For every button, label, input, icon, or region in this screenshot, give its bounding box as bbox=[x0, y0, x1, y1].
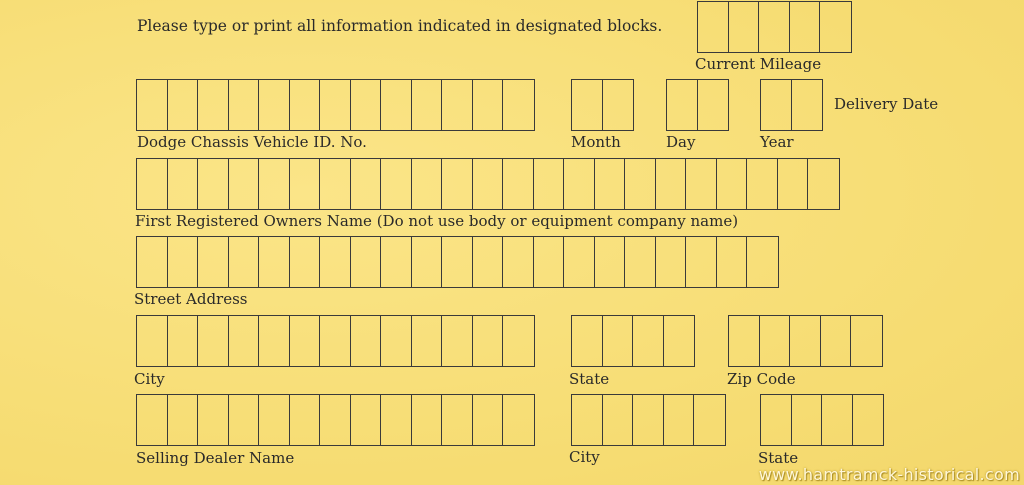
character-cell[interactable] bbox=[442, 159, 473, 209]
character-cell[interactable] bbox=[792, 395, 823, 445]
character-cell[interactable] bbox=[851, 316, 882, 366]
character-cell[interactable] bbox=[229, 159, 260, 209]
street-address-label: Street Address bbox=[134, 290, 248, 308]
character-cell[interactable] bbox=[259, 237, 290, 287]
character-cell[interactable] bbox=[503, 237, 534, 287]
character-cell[interactable] bbox=[572, 395, 603, 445]
character-cell[interactable] bbox=[412, 316, 443, 366]
character-cell[interactable] bbox=[198, 395, 229, 445]
character-cell[interactable] bbox=[534, 237, 565, 287]
character-cell[interactable] bbox=[351, 159, 382, 209]
character-cell[interactable] bbox=[698, 2, 729, 52]
character-cell[interactable] bbox=[473, 395, 504, 445]
character-cell[interactable] bbox=[229, 316, 260, 366]
character-cell[interactable] bbox=[412, 237, 443, 287]
character-cell[interactable] bbox=[473, 159, 504, 209]
character-cell[interactable] bbox=[656, 237, 687, 287]
vin-label: Dodge Chassis Vehicle ID. No. bbox=[137, 133, 367, 151]
character-cell[interactable] bbox=[412, 80, 443, 130]
character-cell[interactable] bbox=[534, 159, 565, 209]
character-cell[interactable] bbox=[503, 316, 534, 366]
character-cell[interactable] bbox=[320, 159, 351, 209]
day-label: Day bbox=[666, 133, 696, 151]
character-cell[interactable] bbox=[168, 395, 199, 445]
character-cell[interactable] bbox=[351, 80, 382, 130]
character-cell[interactable] bbox=[761, 80, 792, 130]
character-cell[interactable] bbox=[572, 80, 603, 130]
character-cell[interactable] bbox=[595, 159, 626, 209]
character-cell[interactable] bbox=[351, 316, 382, 366]
character-cell[interactable] bbox=[168, 80, 199, 130]
character-cell[interactable] bbox=[503, 159, 534, 209]
character-cell[interactable] bbox=[853, 395, 884, 445]
character-cell[interactable] bbox=[259, 80, 290, 130]
character-cell[interactable] bbox=[137, 159, 168, 209]
zip-code-boxes[interactable] bbox=[728, 315, 883, 367]
year-boxes[interactable] bbox=[760, 79, 823, 131]
month-label: Month bbox=[571, 133, 621, 151]
character-cell[interactable] bbox=[633, 316, 664, 366]
character-cell[interactable] bbox=[168, 316, 199, 366]
character-cell[interactable] bbox=[759, 2, 790, 52]
character-cell[interactable] bbox=[603, 80, 634, 130]
character-cell[interactable] bbox=[564, 159, 595, 209]
vin-boxes[interactable] bbox=[136, 79, 535, 131]
character-cell[interactable] bbox=[717, 159, 748, 209]
character-cell[interactable] bbox=[778, 159, 809, 209]
character-cell[interactable] bbox=[442, 80, 473, 130]
character-cell[interactable] bbox=[168, 159, 199, 209]
character-cell[interactable] bbox=[603, 395, 634, 445]
dealer-state-label: State bbox=[758, 449, 799, 467]
character-cell[interactable] bbox=[229, 237, 260, 287]
character-cell[interactable] bbox=[168, 237, 199, 287]
character-cell[interactable] bbox=[351, 395, 382, 445]
character-cell[interactable] bbox=[229, 395, 260, 445]
instructions-text: Please type or print all information indicated in designated blocks. bbox=[137, 17, 663, 35]
character-cell[interactable] bbox=[664, 316, 695, 366]
character-cell[interactable] bbox=[381, 395, 412, 445]
character-cell[interactable] bbox=[729, 2, 760, 52]
character-cell[interactable] bbox=[633, 395, 664, 445]
character-cell[interactable] bbox=[198, 159, 229, 209]
owner-name-label: First Registered Owners Name (Do not use body or equipment company name) bbox=[135, 212, 739, 230]
character-cell[interactable] bbox=[320, 395, 351, 445]
dealer-state-boxes[interactable] bbox=[760, 394, 884, 446]
dealer-name-boxes[interactable] bbox=[136, 394, 535, 446]
character-cell[interactable] bbox=[351, 237, 382, 287]
year-label: Year bbox=[760, 133, 794, 151]
state-label: State bbox=[569, 370, 610, 388]
character-cell[interactable] bbox=[822, 395, 853, 445]
character-cell[interactable] bbox=[625, 237, 656, 287]
character-cell[interactable] bbox=[290, 395, 321, 445]
character-cell[interactable] bbox=[603, 316, 634, 366]
character-cell[interactable] bbox=[667, 80, 698, 130]
character-cell[interactable] bbox=[198, 316, 229, 366]
character-cell[interactable] bbox=[820, 2, 851, 52]
character-cell[interactable] bbox=[412, 159, 443, 209]
character-cell[interactable] bbox=[473, 316, 504, 366]
character-cell[interactable] bbox=[442, 316, 473, 366]
character-cell[interactable] bbox=[747, 159, 778, 209]
character-cell[interactable] bbox=[259, 395, 290, 445]
state-boxes[interactable] bbox=[571, 315, 695, 367]
character-cell[interactable] bbox=[686, 159, 717, 209]
character-cell[interactable] bbox=[198, 237, 229, 287]
character-cell[interactable] bbox=[137, 316, 168, 366]
character-cell[interactable] bbox=[572, 316, 603, 366]
character-cell[interactable] bbox=[442, 237, 473, 287]
character-cell[interactable] bbox=[760, 316, 791, 366]
street-address-boxes[interactable] bbox=[136, 236, 779, 288]
watermark-text: www.hamtramck-historical.com bbox=[758, 465, 1020, 484]
character-cell[interactable] bbox=[320, 316, 351, 366]
character-cell[interactable] bbox=[656, 159, 687, 209]
character-cell[interactable] bbox=[808, 159, 839, 209]
character-cell[interactable] bbox=[729, 316, 760, 366]
character-cell[interactable] bbox=[259, 316, 290, 366]
zip-code-label: Zip Code bbox=[727, 370, 796, 388]
day-boxes[interactable] bbox=[666, 79, 729, 131]
character-cell[interactable] bbox=[790, 316, 821, 366]
character-cell[interactable] bbox=[137, 237, 168, 287]
character-cell[interactable] bbox=[698, 80, 729, 130]
character-cell[interactable] bbox=[381, 316, 412, 366]
current-mileage-boxes[interactable] bbox=[697, 1, 852, 53]
character-cell[interactable] bbox=[503, 80, 534, 130]
character-cell[interactable] bbox=[664, 395, 695, 445]
character-cell[interactable] bbox=[473, 80, 504, 130]
delivery-date-label: Delivery Date bbox=[834, 95, 939, 113]
character-cell[interactable] bbox=[790, 2, 821, 52]
character-cell[interactable] bbox=[686, 237, 717, 287]
month-boxes[interactable] bbox=[571, 79, 634, 131]
dealer-city-boxes[interactable] bbox=[571, 394, 726, 446]
character-cell[interactable] bbox=[473, 237, 504, 287]
character-cell[interactable] bbox=[792, 80, 823, 130]
character-cell[interactable] bbox=[442, 395, 473, 445]
character-cell[interactable] bbox=[137, 80, 168, 130]
dealer-name-label: Selling Dealer Name bbox=[136, 449, 295, 467]
character-cell[interactable] bbox=[503, 395, 534, 445]
character-cell[interactable] bbox=[381, 159, 412, 209]
character-cell[interactable] bbox=[595, 237, 626, 287]
dealer-city-label: City bbox=[569, 448, 600, 466]
city-label: City bbox=[134, 370, 165, 388]
character-cell[interactable] bbox=[564, 237, 595, 287]
character-cell[interactable] bbox=[761, 395, 792, 445]
character-cell[interactable] bbox=[290, 316, 321, 366]
character-cell[interactable] bbox=[259, 159, 290, 209]
city-boxes[interactable] bbox=[136, 315, 535, 367]
character-cell[interactable] bbox=[381, 80, 412, 130]
character-cell[interactable] bbox=[137, 395, 168, 445]
character-cell[interactable] bbox=[290, 159, 321, 209]
current-mileage-label: Current Mileage bbox=[695, 55, 822, 73]
character-cell[interactable] bbox=[229, 80, 260, 130]
character-cell[interactable] bbox=[290, 237, 321, 287]
character-cell[interactable] bbox=[198, 80, 229, 130]
character-cell[interactable] bbox=[747, 237, 778, 287]
character-cell[interactable] bbox=[694, 395, 725, 445]
character-cell[interactable] bbox=[412, 395, 443, 445]
character-cell[interactable] bbox=[717, 237, 748, 287]
character-cell[interactable] bbox=[821, 316, 852, 366]
character-cell[interactable] bbox=[320, 80, 351, 130]
character-cell[interactable] bbox=[381, 237, 412, 287]
owner-name-boxes[interactable] bbox=[136, 158, 840, 210]
character-cell[interactable] bbox=[290, 80, 321, 130]
character-cell[interactable] bbox=[320, 237, 351, 287]
character-cell[interactable] bbox=[625, 159, 656, 209]
